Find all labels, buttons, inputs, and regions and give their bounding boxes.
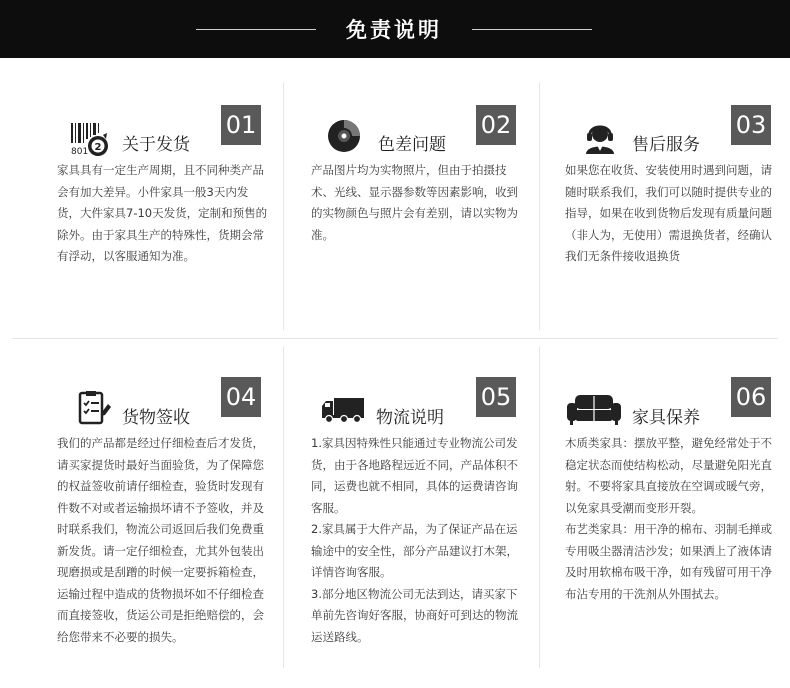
section-body: [57, 433, 271, 648]
column-divider: [539, 82, 540, 330]
section-paragraph: 如果您在收货、安装使用时遇到问题，请随时联系我们，我们可以随时提供专业的指导，如果在收到货物后发现有质量问题（非人为，无使用）需退换货者，经确认我们无条件接收退换货: [565, 163, 772, 263]
svg-text:801: 801: [71, 147, 89, 157]
section-paragraph: 1.家具因特殊性只能通过专业物流公司发货，由于各地路程远近不同，产品体积不同，运费也就不相同，具体的运费请咨询客服。: [311, 436, 518, 515]
section-body: [565, 433, 779, 605]
section-number: 05: [476, 377, 516, 417]
customer-service-icon: [582, 118, 620, 154]
section-title: 家具保养: [632, 408, 700, 428]
page-title: 免责说明: [346, 18, 442, 42]
section-paragraph: 产品图片均为实物照片，但由于拍摄技术、光线、显示器参数等因素影响，收到的实物颜色与照片会有差别，请以实物为准。: [311, 163, 518, 242]
section-paragraph: 2.家具属于大件产品，为了保证产品在运输途中的安全性，部分产品建议打木架，详情咨询客服。: [311, 522, 518, 579]
row-divider: [12, 338, 778, 339]
section-paragraph: 我们的产品都是经过仔细检查后才发货，请买家提货时最好当面验货，为了保障您的权益签收前请仔细检查，验货时发现有件数不对或者运输损坏请不予签收，并及时联系我们，物流公司返回后我们免费重新发货。请一定仔细检查，尤其外包装出现磨损或是刮蹭的时候一定要拆箱检查，运输过程中造成的货物损坏如不仔细检查而直接签收，货运公司是拒绝赔偿的，会给您带来不必要的损失。: [57, 436, 264, 644]
section-title: 色差问题: [378, 135, 446, 155]
truck-icon: [320, 396, 366, 432]
column-divider: [283, 82, 284, 330]
banner-left-rule: [196, 29, 316, 30]
disc-icon: [326, 118, 364, 154]
banner-right-rule: [472, 29, 592, 30]
section-body: [311, 433, 525, 648]
section-title: 物流说明: [376, 408, 444, 428]
section-paragraph: 家具具有一定生产周期，且不同种类产品会有加大差异。小件家具一般3天内发货，大件家具7-10天发货，定制和预售的除外。由于家具生产的特殊性，货期会常有浮动，以客服通知为准。: [57, 163, 268, 263]
column-divider: [283, 346, 284, 668]
section-number: 04: [221, 377, 261, 417]
section-paragraph: 木质类家具：摆放平整，避免经常处于不稳定状态而使结构松动，尽量避免阳光直射。不要将家具直接放在空调或暖气旁，以免家具受潮而变形开裂。: [565, 436, 772, 515]
barcode-icon: [70, 122, 108, 158]
section-number: 06: [731, 377, 771, 417]
section-body: [565, 160, 779, 268]
column-divider: [539, 346, 540, 668]
section-title: 货物签收: [122, 408, 190, 428]
header-banner: [0, 0, 790, 58]
svg-text:2: 2: [94, 142, 102, 153]
section-body: [57, 160, 271, 268]
section-body: [311, 160, 525, 246]
section-title: 关于发货: [122, 135, 190, 155]
section-number: 01: [221, 105, 261, 145]
section-paragraph: 3.部分地区物流公司无法到达，请买家下单前先咨询好客服，协商好可到达的物流运送路线。: [311, 586, 518, 644]
section-number: 03: [731, 105, 771, 145]
section-title: 售后服务: [632, 135, 700, 155]
section-number: 02: [476, 105, 516, 145]
checklist-icon: [78, 390, 116, 426]
section-paragraph: 布艺类家具：用干净的棉布、羽制毛掸或专用吸尘器清洁沙发；如果洒上了液体请及时用软棉布吸干净，如有残留可用干净布沾专用的干洗剂从外围拭去。: [565, 522, 772, 601]
sofa-icon: [566, 394, 622, 426]
